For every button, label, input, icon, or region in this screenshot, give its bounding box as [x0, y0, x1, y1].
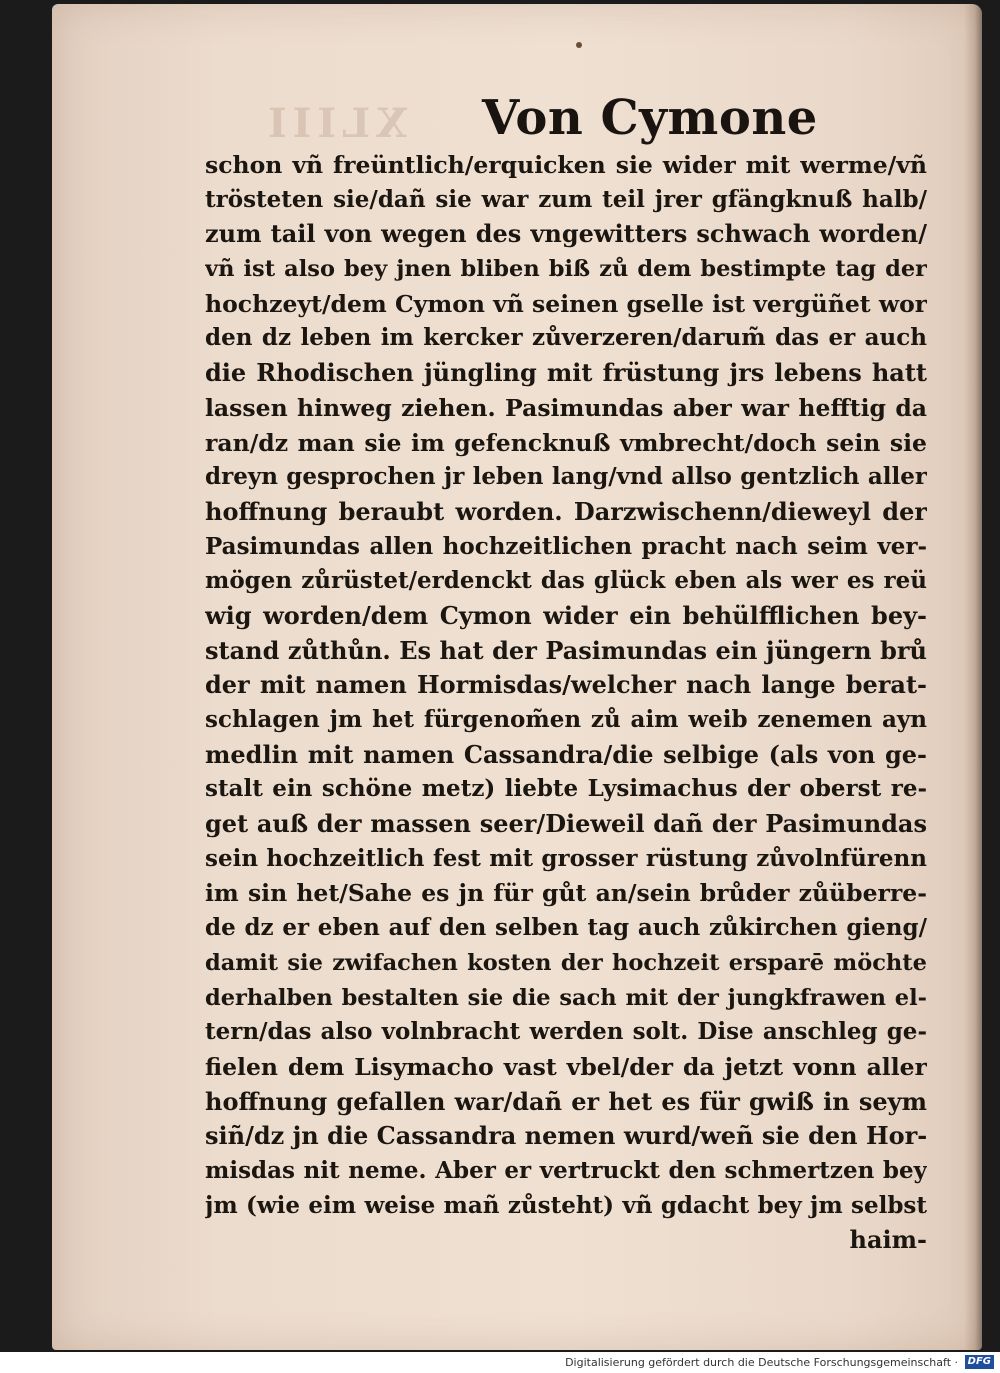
text-line: derhalben bestalten sie die sach mit der jungkfrawen el-: [205, 984, 927, 1011]
text-line: fielen dem Lisymacho vast vbel/der da jetzt vonn aller: [205, 1052, 927, 1081]
footer-bar: [0, 1352, 1000, 1373]
text-line: lassen hinweg ziehen. Pasimundas aber war hefftig da: [205, 393, 927, 422]
text-line: die Rhodischen jüngling mit früstung jrs lebens hatt: [205, 358, 927, 388]
text-line: damit sie zwifachen kosten der hochzeit ersparē möchte: [205, 949, 927, 976]
dfg-logo: DFG: [965, 1355, 994, 1369]
text-line: vñ ist also bey jnen bliben biß zů dem bestimpte tag der: [205, 256, 927, 283]
text-line: stand zůthůn. Es hat der Pasimundas ein jüngern brů: [205, 635, 927, 665]
text-line: dreyn gesprochen jr leben lang/vnd allso gentzlich aller: [205, 463, 927, 491]
text-line: hochzeyt/dem Cymon vñ seinen gselle ist vergüñet wor: [205, 289, 927, 318]
text-line: der mit namen Hormisdas/welcher nach lange berat-: [205, 670, 927, 700]
text-line: den dz leben im kercker zůverzeren/darum̃ das er auch: [205, 324, 927, 352]
text-line: misdas nit neme. Aber er vertruckt den schmertzen bey: [205, 1156, 927, 1184]
text-line: trösteten sie/dañ sie war zum teil jrer gfängknuß halb/: [205, 185, 927, 213]
text-line: schon vñ freüntlich/erquicken sie wider mit werme/vñ: [205, 151, 927, 179]
bleed-through-folio: XLIII: [262, 100, 408, 147]
text-line: get auß der massen seer/Dieweil dañ der Pasimundas: [205, 809, 927, 839]
text-line: hoffnung beraubt worden. Darzwischenn/dieweyl der: [205, 496, 927, 526]
paper-blemish: [576, 42, 582, 48]
text-line: im sin het/Sahe es jn für gůt an/sein brůder zůüberre-: [205, 879, 927, 908]
text-line: mögen zůrüstet/erdenckt das glück eben als wer es reü: [205, 567, 927, 595]
text-line: schlagen jm het fürgenom̃en zů aim weib zenemen ayn: [205, 706, 927, 733]
text-line: ran/dz man sie im gefencknuß vmbrecht/doch sein sie: [205, 428, 927, 457]
page-edge-shadow: [964, 4, 982, 1350]
text-line: haim-: [849, 1225, 927, 1255]
text-line: tern/das also volnbracht werden solt. Dise anschleg ge-: [205, 1018, 927, 1046]
text-line: wig worden/dem Cymon wider ein behülfflichen bey-: [205, 600, 927, 630]
running-head: Von Cymone: [482, 90, 818, 146]
text-line: medlin mit namen Cassandra/die selbige (als von ge-: [205, 739, 927, 769]
text-line: Pasimundas allen hochzeitlichen pracht nach seim ver-: [205, 532, 927, 560]
text-block: [205, 148, 927, 1258]
digitization-credit: Digitalisierung gefördert durch die Deutsche Forschungsgemeinschaft ·: [565, 1356, 958, 1369]
text-line: sein hochzeitlich fest mit grosser rüstung zůvolnfürenn: [205, 844, 927, 872]
text-line: stalt ein schöne metz) liebte Lysimachus der oberst re-: [205, 775, 927, 803]
text-line: hoffnung gefallen war/dañ er het es für gwiß in seym: [205, 1086, 927, 1116]
text-line: de dz er eben auf den selben tag auch zůkirchen gieng/: [205, 914, 927, 942]
text-line: jm (wie eim weise mañ zůsteht) vñ gdacht bey jm selbst: [205, 1191, 927, 1219]
text-line: siñ/dz jn die Cassandra nemen wurd/weñ sie den Hor-: [205, 1121, 927, 1151]
text-line: zum tail von wegen des vngewitters schwach worden/: [205, 219, 927, 249]
